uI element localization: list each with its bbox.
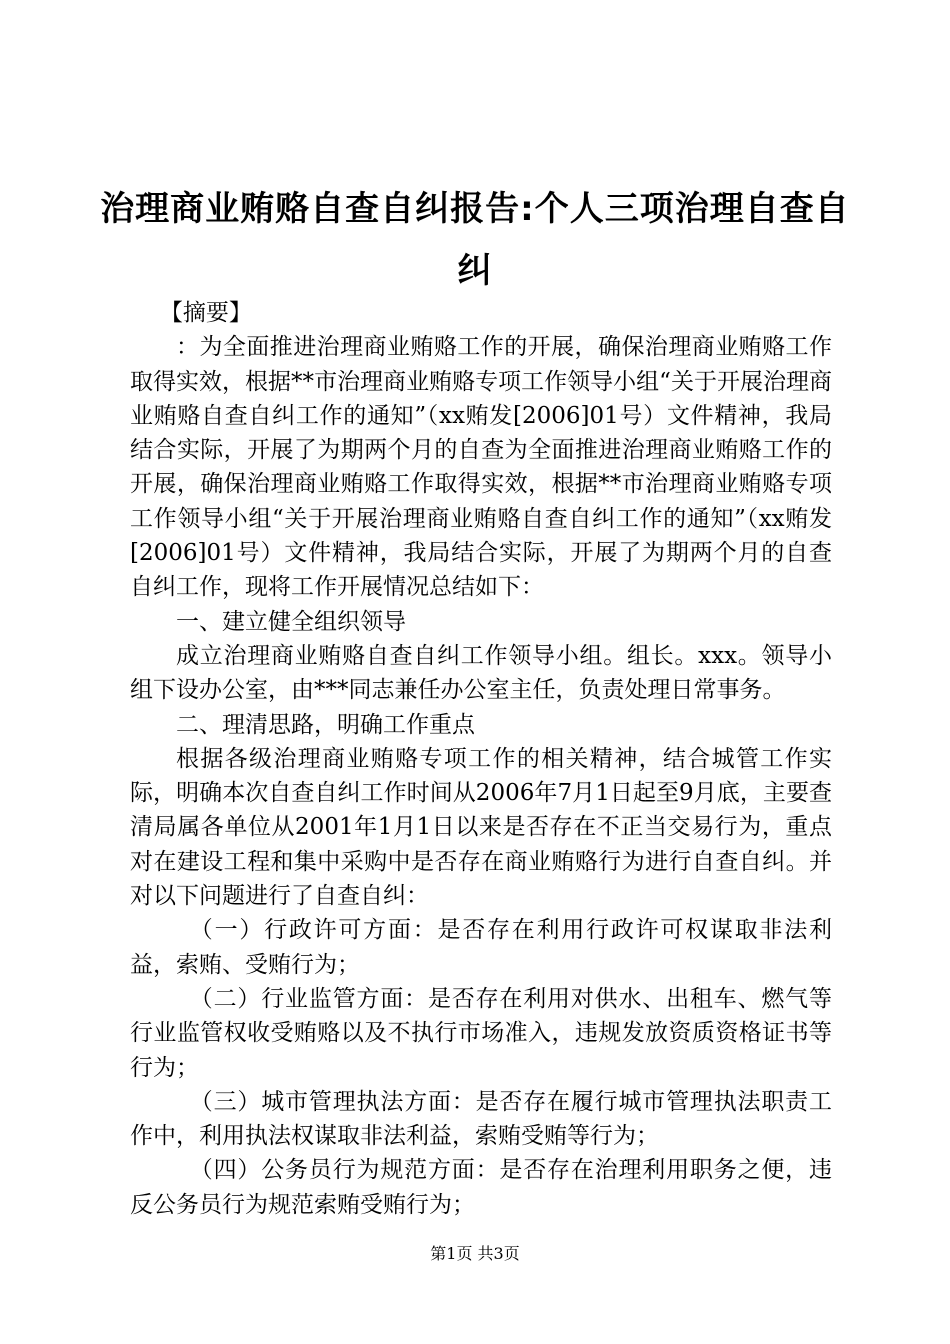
section-paragraph-2: 根据各级治理商业贿赂专项工作的相关精神，结合城管工作实际，明确本次自查自纠工作时间从2006年7月1日起至9月底，主要查清局属各单位从2001年1月1日以来是否存在不正当交易行为，重点对在建设工程和集中采购中是否存在商业贿赂行为进行自查自纠。并对以下问题进行了自查自纠：: [130, 745, 832, 910]
sub-item-3: （三）城市管理执法方面：是否存在履行城市管理执法职责工作中，利用执法权谋取非法利益，索贿受贿等行为；: [130, 1088, 832, 1150]
document-title: 治理商业贿赂自查自纠报告:个人三项治理自查自纠: [100, 189, 850, 291]
sub-item-4: （四）公务员行为规范方面：是否存在治理利用职务之便，违反公务员行为规范索贿受贿行为；: [130, 1157, 832, 1218]
section-paragraph-1: 成立治理商业贿赂自查自纠工作领导小组。组长。xxx。领导小组下设办公室，由***同志兼任办公室主任，负责处理日常事务。: [130, 642, 832, 704]
abstract-heading: 【摘要】: [159, 300, 252, 326]
section-heading-1: 一、建立健全组织领导: [176, 608, 406, 635]
sub-item-2: （二）行业监管方面：是否存在利用对供水、出租车、燃气等行业监管权收受贿赂以及不执行市场准入，违规发放资质资格证书等行为；: [130, 985, 832, 1081]
sub-item-1: （一）行政许可方面：是否存在利用行政许可权谋取非法利益，索贿、受贿行为；: [130, 917, 832, 978]
page-footer: 第1页 共3页: [430, 1244, 520, 1263]
abstract-paragraph: ：为全面推进治理商业贿赂工作的开展，确保治理商业贿赂工作取得实效，根据**市治理商业贿赂专项工作领导小组“关于开展治理商业贿赂自查自纠工作的通知”（xx贿发[2006]01号）文件精神，我局结合实际，开展了为期两个月的自查为全面推进治理商业贿赂工作的开展，确保治理商业贿赂工作取得实效，根据**市治理商业贿赂专项工作领导小组“关于开展治理商业贿赂自查自纠工作的通知”（xx贿发[2006]01号）文件精神，我局结合实际，开展了为期两个月的自查自纠工作，现将工作开展情况总结如下：: [130, 334, 832, 601]
document-body: [130, 296, 832, 1222]
section-heading-2: 二、理清思路，明确工作重点: [176, 711, 475, 738]
